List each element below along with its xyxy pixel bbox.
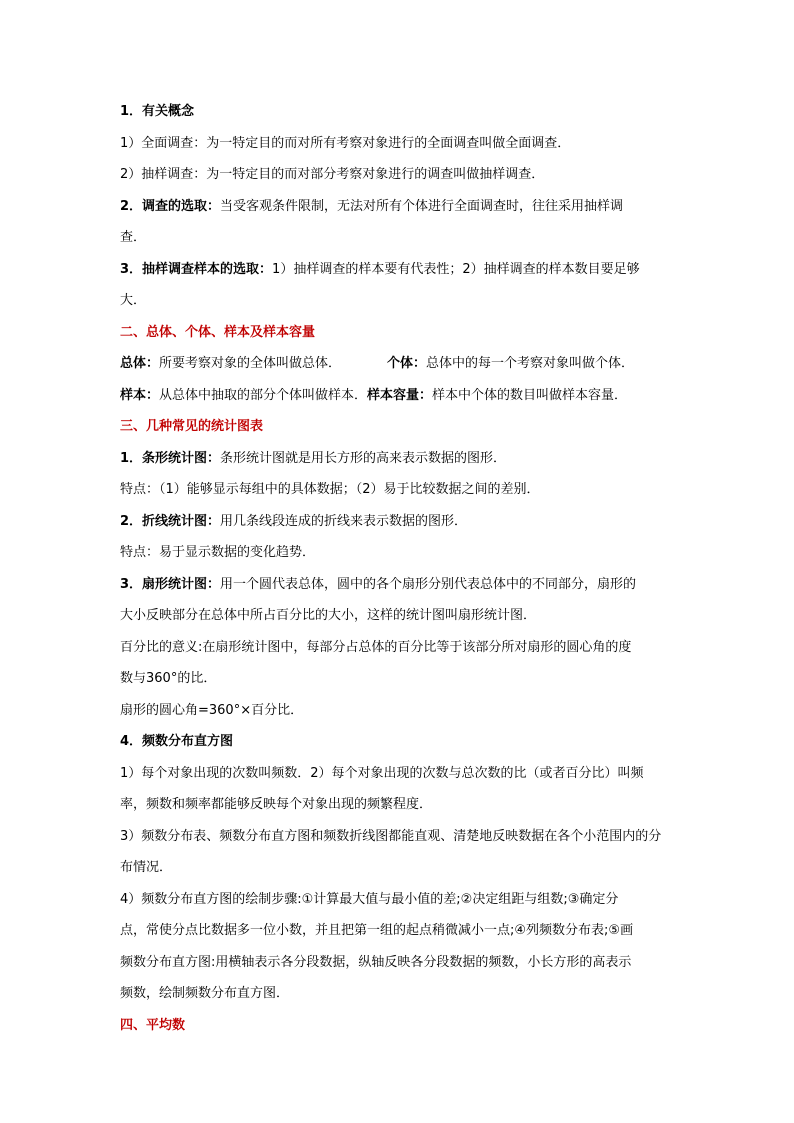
term-bar-chart: 1．条形统计图：	[120, 450, 221, 466]
text-pie-chart: 用一个圆代表总体，圆中的各个扇形分别代表总体中的不同部分，扇形的	[220, 576, 637, 592]
paragraph-histogram-steps-3: 频数分布直方图:用横轴表示各分段数据，纵轴反映各分段数据的频数，小长方形的高表示	[120, 954, 632, 970]
paragraph-bar-chart-features: 特点：（1）能够显示每组中的具体数据；（2）易于比较数据之间的差别．	[120, 482, 540, 497]
term-survey-choice: 2．调查的选取：	[120, 198, 221, 214]
paragraph-sample-survey: 2）抽样调查：为一特定目的而对部分考察对象进行的调查叫做抽样调查．	[120, 167, 545, 182]
paragraph-sample-selection	[120, 254, 676, 286]
paragraph-central-angle: 扇形的圆心角=360°×百分比．	[120, 702, 304, 718]
paragraph-histogram-steps-4: 频数，绘制频数分布直方图．	[120, 986, 290, 1001]
text-sample-selection: 1）抽样调查的样本要有代表性；2）抽样调查的样本数目要足够	[272, 261, 640, 277]
section-heading-concepts: 1．有关概念	[120, 104, 195, 119]
term-sample-size: 样本容量：	[367, 387, 433, 403]
document-body	[120, 96, 676, 1041]
text-sample: 从总体中抽取的部分个体叫做样本．	[159, 387, 368, 403]
paragraph-line-chart-features: 特点：易于显示数据的变化趋势．	[120, 545, 316, 560]
text-survey-choice: 当受客观条件限制，无法对所有个体进行全面调查时，往往采用抽样调	[220, 198, 624, 214]
paragraph-bar-chart	[120, 443, 676, 475]
text-individual: 总体中的每一个考察对象叫做个体．	[426, 356, 635, 371]
paragraph-percent-meaning-cont: 数与360°的比．	[120, 671, 217, 686]
term-line-chart: 2．折线统计图：	[120, 513, 221, 529]
text-line-chart: 用几条线段连成的折线来表示数据的图形．	[220, 513, 468, 529]
paragraph-frequency: 1）每个对象出现的次数叫频数．2）每个对象出现的次数与总次数的比（或者百分比）叫频	[120, 765, 644, 781]
paragraph-percent-meaning: 百分比的意义:在扇形统计图中，每部分占总体的百分比等于该部分所对扇形的圆心角的度	[120, 639, 632, 655]
paragraph-histogram-steps-2: 点，常使分点比数据多一位小数，并且把第一组的起点稍微减小一点;④列频数分布表;⑤画	[120, 923, 634, 938]
term-sample: 样本：	[120, 387, 160, 403]
paragraph-line-chart	[120, 506, 676, 538]
term-sample-selection: 3．抽样调查样本的选取：	[120, 261, 273, 277]
term-individual: 个体：	[387, 356, 427, 371]
subheading-histogram: 4．频数分布直方图	[120, 734, 234, 749]
section-heading-charts: 三、几种常见的统计图表	[120, 419, 264, 434]
section-heading-population: 二、总体、个体、样本及样本容量	[120, 324, 316, 340]
paragraph-survey-choice	[120, 191, 676, 223]
paragraph-sample-selection-cont: 大．	[120, 293, 147, 308]
text-bar-chart: 条形统计图就是用长方形的高来表示数据的图形．	[220, 450, 507, 466]
paragraph-histogram-steps: 4）频数分布直方图的绘制步骤:①计算最大值与最小值的差;②决定组距与组数;③确定分	[120, 891, 619, 907]
paragraph-survey-choice-cont: 查．	[120, 230, 147, 245]
paragraph-sample-size	[120, 380, 676, 412]
text-sample-size: 样本中个体的数目叫做样本容量．	[432, 387, 628, 403]
section-heading-average: 四、平均数	[120, 1017, 186, 1033]
paragraph-frequency-table: 3）频数分布表、频数分布直方图和频数折线图都能直观、清楚地反映数据在各个小范围内的分	[120, 828, 662, 844]
text-population: 所要考察对象的全体叫做总体．	[159, 356, 342, 371]
paragraph-population-individual	[120, 348, 676, 380]
term-population: 总体：	[120, 356, 160, 371]
term-pie-chart: 3．扇形统计图：	[120, 576, 221, 592]
paragraph-full-survey: 1）全面调查：为一特定目的而对所有考察对象进行的全面调查叫做全面调查．	[120, 135, 571, 151]
paragraph-frequency-cont: 率，频数和频率都能够反映每个对象出现的频繁程度．	[120, 797, 433, 812]
paragraph-pie-chart	[120, 569, 676, 601]
paragraph-pie-chart-cont: 大小反映部分在总体中所占百分比的大小，这样的统计图叫扇形统计图．	[120, 608, 537, 623]
paragraph-frequency-table-cont: 布情况．	[120, 860, 173, 875]
